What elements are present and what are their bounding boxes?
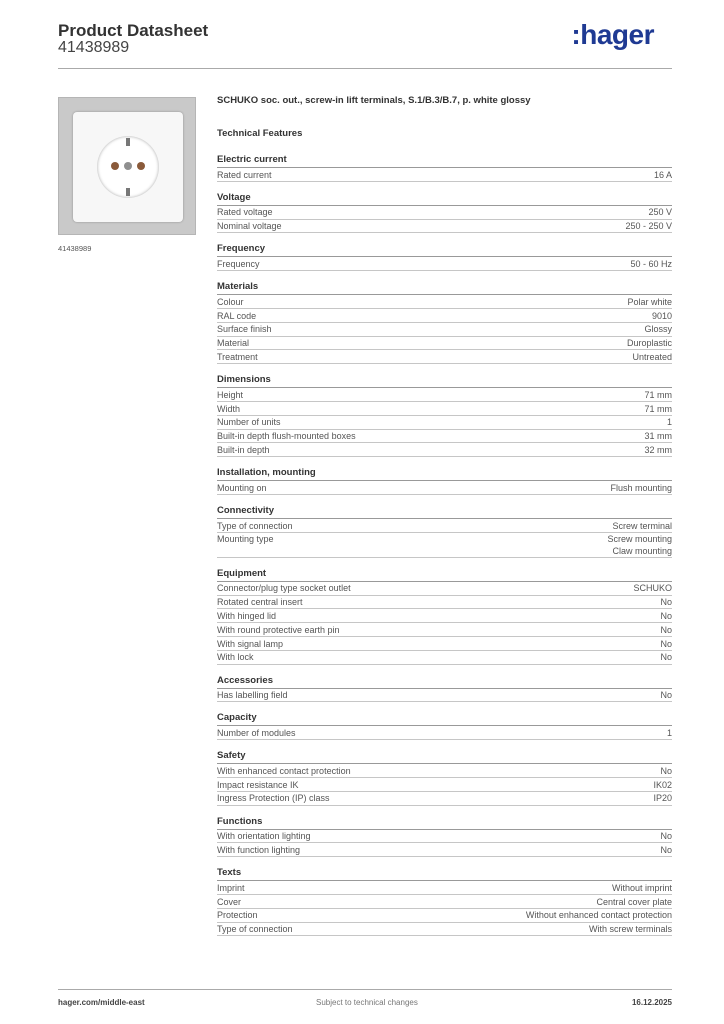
product-title: SCHUKO soc. out., screw-in lift terminals, S.1/B.3/B.7, p. white glossy [217, 95, 531, 106]
table-row [217, 582, 672, 596]
feature-value-line: Central cover plate [596, 896, 672, 907]
feature-value-line: No [660, 690, 672, 701]
page-title: Product Datasheet [58, 21, 209, 40]
feature-value [610, 483, 672, 494]
feature-label: Nominal voltage [217, 221, 282, 232]
feature-value [627, 338, 672, 349]
feature-value [612, 883, 672, 894]
feature-value-line: IP20 [653, 793, 672, 804]
feature-label: Type of connection [217, 520, 293, 531]
feature-section [217, 866, 672, 936]
section-title: Connectivity [217, 504, 672, 519]
feature-value [630, 259, 672, 270]
feature-value-line: No [660, 638, 672, 649]
table-row [217, 257, 672, 271]
feature-value [596, 897, 672, 908]
table-row [217, 168, 672, 182]
feature-label: With hinged lid [217, 610, 277, 621]
table-row [217, 295, 672, 309]
section-title: Electric current [217, 153, 672, 168]
feature-value-line: No [660, 624, 672, 635]
feature-section [217, 373, 672, 457]
feature-label: Ingress Protection (IP) class [217, 793, 330, 804]
page-header [58, 21, 672, 71]
feature-value-line: IK02 [653, 779, 672, 790]
feature-label: Rated current [217, 169, 272, 180]
feature-value [660, 845, 672, 856]
feature-value-line: 16 A [653, 169, 672, 180]
feature-value [589, 924, 672, 935]
feature-label: Rated voltage [217, 207, 273, 218]
feature-value [644, 390, 672, 401]
feature-value [660, 625, 672, 636]
header-divider [58, 68, 672, 69]
feature-label: Rotated central insert [217, 597, 303, 608]
earth-clip-bottom [126, 188, 130, 196]
feature-label: Number of units [217, 417, 281, 428]
table-row [217, 519, 672, 533]
feature-label: Cover [217, 896, 242, 907]
feature-label: Height [217, 389, 244, 400]
socket-hole-left [111, 162, 119, 170]
feature-value [644, 431, 672, 442]
feature-label: With lock [217, 652, 254, 663]
feature-value [660, 611, 672, 622]
feature-section [217, 191, 672, 234]
feature-value-line: 250 V [648, 207, 672, 218]
feature-value-line: Without enhanced contact protection [525, 910, 672, 921]
feature-value [627, 297, 672, 308]
feature-value-line: 250 - 250 V [625, 221, 672, 232]
feature-value [644, 324, 672, 335]
feature-label: With round protective earth pin [217, 624, 340, 635]
feature-value-line: 31 mm [644, 431, 672, 442]
feature-sections [217, 153, 672, 936]
feature-label: Imprint [217, 882, 245, 893]
feature-label: RAL code [217, 310, 257, 321]
feature-label: Frequency [217, 258, 260, 269]
feature-value [607, 534, 672, 556]
feature-section [217, 153, 672, 182]
footer-divider [58, 989, 672, 990]
feature-section [217, 567, 672, 665]
feature-value [660, 639, 672, 650]
table-row [217, 909, 672, 923]
table-row [217, 416, 672, 430]
feature-value-line: Claw mounting [612, 545, 672, 556]
feature-value-line: Screw terminal [612, 520, 672, 531]
feature-value [653, 780, 672, 791]
section-title: Installation, mounting [217, 466, 672, 481]
feature-label: With signal lamp [217, 638, 284, 649]
section-title: Materials [217, 280, 672, 295]
feature-value-line: 32 mm [644, 444, 672, 455]
feature-label: Built-in depth flush-mounted boxes [217, 431, 356, 442]
socket-outlet-icon [97, 136, 159, 198]
feature-section [217, 711, 672, 740]
feature-value [644, 404, 672, 415]
feature-section [217, 280, 672, 364]
feature-value-line: Polar white [627, 296, 672, 307]
feature-label: Mounting on [217, 482, 267, 493]
socket-cover-plate [73, 112, 183, 222]
table-row [217, 923, 672, 937]
feature-value-line: No [660, 844, 672, 855]
product-image [58, 97, 196, 235]
feature-value [526, 910, 672, 921]
feature-value [625, 221, 672, 232]
feature-section [217, 242, 672, 271]
feature-value [660, 652, 672, 663]
hager-logo: :hager [571, 19, 654, 50]
section-title: Texts [217, 866, 672, 881]
feature-label: With function lighting [217, 844, 301, 855]
feature-value [612, 521, 672, 532]
section-title: Dimensions [217, 373, 672, 388]
footer-website: hager.com/middle-east [58, 998, 145, 1007]
feature-value [660, 690, 672, 701]
footer-date: 16.12.2025 [631, 998, 672, 1007]
feature-section [217, 749, 672, 805]
feature-label: With orientation lighting [217, 831, 311, 842]
feature-label: Colour [217, 296, 244, 307]
feature-label: Type of connection [217, 924, 293, 935]
feature-label: With enhanced contact protection [217, 765, 351, 776]
table-row [217, 596, 672, 610]
feature-value [653, 793, 672, 804]
product-number: 41438989 [58, 39, 130, 56]
table-row [217, 206, 672, 220]
feature-value-line: No [660, 765, 672, 776]
section-title: Safety [217, 749, 672, 764]
feature-value-line: Screw mounting [607, 534, 672, 545]
image-caption: 41438989 [58, 244, 92, 253]
table-row [217, 350, 672, 364]
section-title: Accessories [217, 674, 672, 689]
feature-value-line: Duroplastic [626, 338, 672, 349]
feature-value [654, 170, 672, 181]
feature-value-line: SCHUKO [633, 583, 672, 594]
table-row [217, 651, 672, 665]
feature-label: Has labelling field [217, 690, 288, 701]
feature-value [633, 583, 672, 594]
table-row [217, 220, 672, 234]
feature-value [644, 445, 672, 456]
feature-value-line: No [660, 597, 672, 608]
feature-value [660, 831, 672, 842]
table-row [217, 830, 672, 844]
table-row [217, 764, 672, 778]
feature-value-line: 50 - 60 Hz [630, 258, 672, 269]
table-row [217, 637, 672, 651]
table-row [217, 843, 672, 857]
table-row [217, 337, 672, 351]
technical-features-heading: Technical Features [217, 128, 303, 139]
table-row [217, 689, 672, 703]
table-row [217, 481, 672, 495]
feature-label: Built-in depth [217, 444, 270, 455]
feature-label: Treatment [217, 351, 258, 362]
table-row [217, 443, 672, 457]
table-row [217, 430, 672, 444]
feature-value [632, 352, 672, 363]
table-row [217, 778, 672, 792]
feature-label: Connector/plug type socket outlet [217, 583, 351, 594]
feature-label: Protection [217, 910, 258, 921]
feature-value-line: 71 mm [644, 403, 672, 414]
feature-value-line: No [660, 652, 672, 663]
table-row [217, 623, 672, 637]
feature-value [648, 207, 672, 218]
feature-label: Material [217, 338, 250, 349]
feature-value-line: With screw terminals [588, 924, 672, 935]
section-title: Capacity [217, 711, 672, 726]
table-row [217, 895, 672, 909]
feature-label: Surface finish [217, 324, 272, 335]
feature-value [660, 597, 672, 608]
center-screw [124, 162, 132, 170]
feature-value-line: 1 [666, 417, 672, 428]
feature-value-line: 9010 [651, 310, 672, 321]
feature-value-line: 71 mm [644, 389, 672, 400]
section-title: Functions [217, 815, 672, 830]
socket-hole-right [137, 162, 145, 170]
feature-label: Mounting type [217, 534, 274, 545]
feature-value [660, 766, 672, 777]
table-row [217, 402, 672, 416]
table-row [217, 881, 672, 895]
feature-section [217, 815, 672, 858]
feature-value-line: Glossy [644, 324, 672, 335]
feature-value-line: 1 [666, 727, 672, 738]
feature-section [217, 674, 672, 703]
feature-value [652, 311, 672, 322]
feature-value [667, 728, 672, 739]
section-title: Voltage [217, 191, 672, 206]
feature-value-line: No [660, 831, 672, 842]
table-row [217, 323, 672, 337]
feature-value-line: Untreated [632, 351, 672, 362]
table-row [217, 726, 672, 740]
feature-label: Impact resistance IK [217, 779, 299, 790]
datasheet-content [217, 95, 672, 945]
feature-section [217, 504, 672, 558]
feature-value-line: Without imprint [611, 882, 672, 893]
feature-value [667, 417, 672, 428]
section-title: Frequency [217, 242, 672, 257]
table-row [217, 388, 672, 402]
table-row [217, 533, 672, 558]
table-row [217, 792, 672, 806]
feature-section [217, 466, 672, 495]
feature-label: Number of modules [217, 727, 296, 738]
table-row [217, 309, 672, 323]
footer-notice: Subject to technical changes [316, 998, 418, 1007]
feature-value-line: Flush mounting [610, 482, 672, 493]
feature-value-line: No [660, 610, 672, 621]
section-title: Equipment [217, 567, 672, 582]
earth-clip-top [126, 138, 130, 146]
feature-label: Width [217, 403, 241, 414]
table-row [217, 609, 672, 623]
